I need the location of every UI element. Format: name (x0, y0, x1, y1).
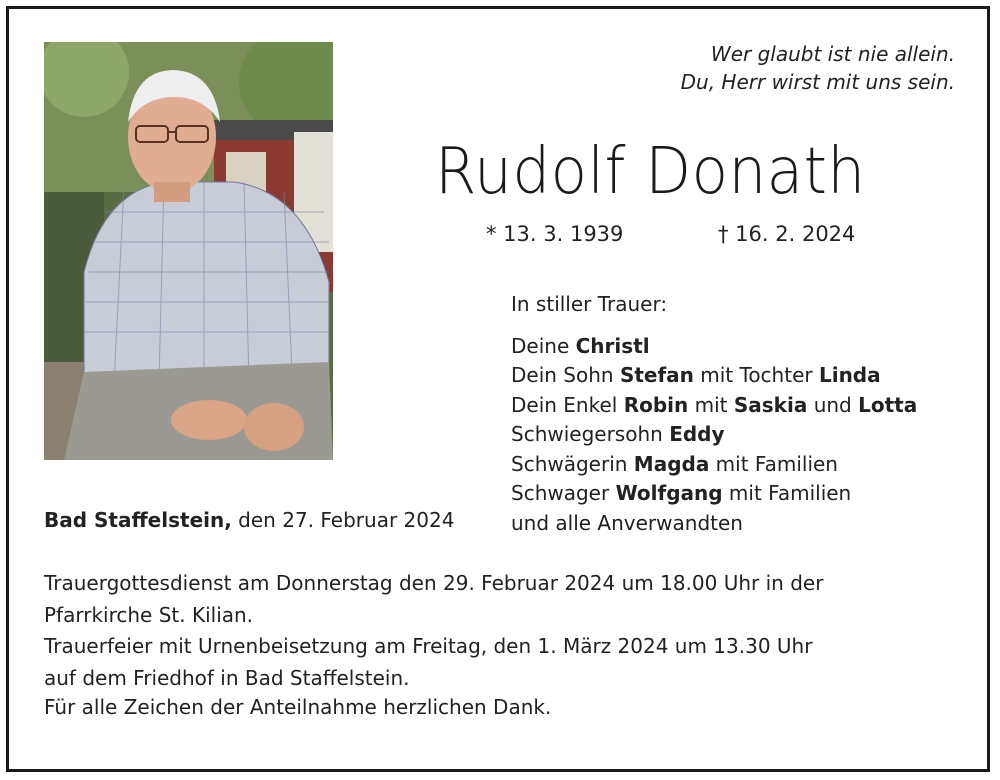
portrait-photo (44, 42, 333, 460)
verse-line-2: Du, Herr wirst mit uns sein. (680, 70, 955, 94)
verse-line-1: Wer glaubt ist nie allein. (710, 42, 955, 66)
mourner-name: Christl (575, 333, 650, 358)
service-info (44, 568, 823, 694)
mourner-relation: und alle Anverwandten (511, 510, 743, 535)
mourner-relation: mit Familien (722, 481, 852, 505)
place-and-date (44, 508, 454, 532)
mourner-line (511, 391, 917, 421)
mourner-line (511, 420, 917, 450)
service-line: Trauergottesdienst am Donnerstag den 29. Februar 2024 um 18.00 Uhr in der (44, 571, 824, 595)
mourner-relation: Dein Sohn (511, 363, 620, 387)
death-date: † 16. 2. 2024 (718, 222, 856, 246)
mourners-list (511, 290, 917, 538)
mourner-relation: Deine (511, 333, 576, 358)
mourner-relation: mit (688, 392, 734, 417)
mourner-relation: Schwager (511, 481, 616, 505)
service-line: Pfarrkirche St. Kilian. (44, 602, 254, 627)
verse (681, 40, 955, 96)
mourner-line (511, 332, 917, 362)
place-town: Bad Staffelstein, (44, 508, 232, 532)
mourner-name: Eddy (669, 422, 725, 446)
mourner-line (511, 479, 917, 509)
mourners-intro: In stiller Trauer: (511, 292, 668, 316)
mourner-name: Magda (633, 451, 710, 476)
mourner-relation: Dein Enkel (511, 392, 624, 417)
birth-date: * 13. 3. 1939 (486, 222, 624, 246)
mourner-relation: mit Familien (709, 451, 838, 476)
mourner-relation: Schwägerin (511, 451, 634, 476)
mourner-name: Robin (623, 392, 689, 417)
mourner-relation: mit Tochter (693, 363, 819, 387)
mourner-line (511, 450, 917, 480)
mourner-name: Wolfgang (615, 481, 723, 505)
service-line: Trauerfeier mit Urnenbeisetzung am Freitag, den 1. März 2024 um 13.30 Uhr (44, 634, 813, 658)
mourner-name: Linda (818, 363, 881, 387)
place-date: den 27. Februar 2024 (231, 508, 455, 532)
mourner-line (511, 361, 917, 391)
mourner-relation: und (807, 392, 859, 417)
mourner-lines (511, 332, 917, 539)
mourner-name: Stefan (619, 363, 694, 387)
mourner-relation: Schwiegersohn (511, 422, 670, 446)
thanks-line: Für alle Zeichen der Anteilnahme herzlichen Dank. (44, 695, 552, 719)
deceased-name: Rudolf Donath (435, 135, 866, 209)
mourner-name: Lotta (858, 392, 918, 417)
mourner-name: Saskia (733, 392, 808, 417)
mourner-line (511, 509, 917, 539)
service-line: auf dem Friedhof in Bad Staffelstein. (44, 665, 410, 690)
